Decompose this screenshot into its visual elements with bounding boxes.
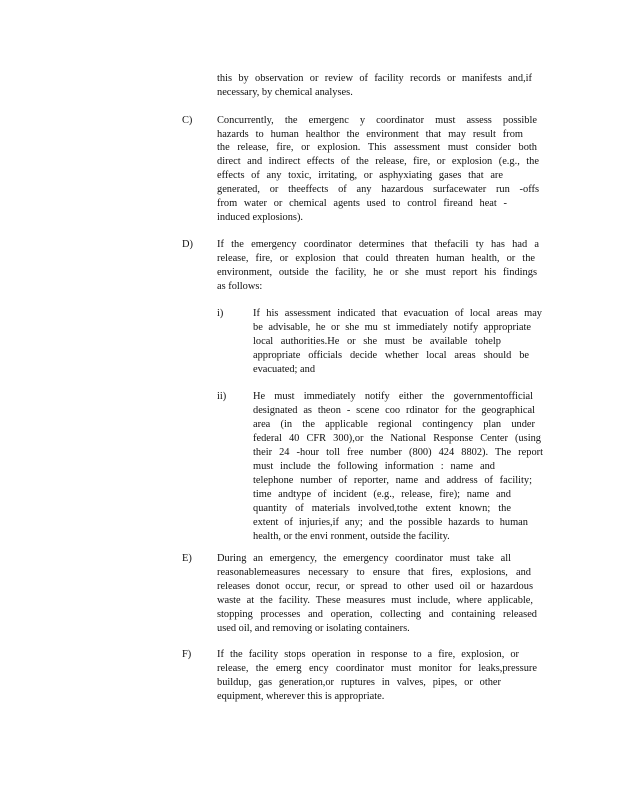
section-c-line: hazards to human healthor the environment that may result from (217, 129, 523, 140)
section-d-line: If the emergency coordinator determines that thefacili ty has had a (217, 239, 539, 250)
subitem-ii-line: quantity of materials involved,tothe extent known; the (253, 503, 511, 514)
subitem-i-line: be advisable, he or she mu st immediately notify appropriate (253, 322, 531, 333)
section-e-line: reasonablemeasures necessary to ensure that fires, explosions, and (217, 567, 531, 578)
section-d-line: release, fire, or explosion that could threaten human health, or the (217, 253, 535, 264)
section-c-line: induced explosions). (217, 212, 303, 223)
subitem-i-line: local authorities.He or she must be available tohelp (253, 336, 501, 347)
subitem-i-line: evacuated; and (253, 364, 316, 375)
subitem-ii-line: time andtype of incident (e.g., release, fire); name and (253, 489, 511, 500)
subitem-i-line: appropriate officials decide whether local areas should be (253, 350, 529, 361)
section-e-line: During an emergency, the emergency coordinator must take all (217, 553, 511, 564)
subitem-ii-line: extent of injuries,if any; and the possible hazards to human (253, 517, 528, 528)
subitem-ii-line: must include the following information : name and (253, 461, 495, 472)
section-f-line: equipment, wherever this is appropriate. (217, 691, 385, 702)
intro-line: necessary, by chemical analyses. (217, 87, 353, 98)
intro-line: this by observation or review of facility records or manifests and,if (217, 73, 532, 84)
section-f-line: If the facility stops operation in response to a fire, explosion, or (217, 649, 519, 660)
subitem-ii-line: designated as theon - scene coo rdinator for the geographical (253, 405, 535, 416)
section-e-line: stopping processes and operation, collecting and containing released (217, 609, 537, 620)
subitem-ii-line: their 24 -hour toll free number (800) 424 8802). The report (253, 447, 543, 458)
section-c-line: from water or chemical agents used to control fireand heat - (217, 198, 507, 209)
section-c-line: generated, or theeffects of any hazardous surfacewater run -offs (217, 184, 539, 195)
subitem-marker-ii: ii) (217, 391, 227, 402)
subitem-ii-line: telephone number of reporter, name and address of facility; (253, 475, 532, 486)
section-d-line: environment, outside the facility, he or she must report his findings (217, 267, 537, 278)
subitem-marker-i: i) (217, 308, 224, 319)
section-marker-f: F) (182, 649, 192, 660)
section-marker-e: E) (182, 553, 192, 564)
section-c-line: Concurrently, the emergenc y coordinator must assess possible (217, 115, 537, 126)
section-e-line: waste at the facility. These measures must include, where applicable, (217, 595, 533, 606)
section-c-line: the release, fire, or explosion. This assessment must consider both (217, 142, 537, 153)
section-c-line: direct and indirect effects of the release, fire, or explosion (e.g., the (217, 156, 539, 167)
section-marker-d: D) (182, 239, 193, 250)
subitem-ii-line: federal 40 CFR 300),or the National Response Center (using (253, 433, 541, 444)
subitem-ii-line: He must immediately notify either the governmentofficial (253, 391, 533, 402)
subitem-i-line: If his assessment indicated that evacuation of local areas may (253, 308, 542, 319)
section-f-line: buildup, gas generation,or ruptures in valves, pipes, or other (217, 677, 501, 688)
section-f-line: release, the emerg ency coordinator must monitor for leaks,pressure (217, 663, 537, 674)
subitem-ii-line: area (in the applicable regional contingency plan under (253, 419, 535, 430)
section-e-line: used oil, and removing or isolating containers. (217, 623, 410, 634)
subitem-ii-line: health, or the envi ronment, outside the facility. (253, 531, 450, 542)
section-d-line: as follows: (217, 281, 263, 292)
section-e-line: releases donot occur, recur, or spread to other used oil or hazardous (217, 581, 533, 592)
section-marker-c: C) (182, 115, 193, 126)
section-c-line: effects of any toxic, irritating, or asphyxiating gases that are (217, 170, 503, 181)
